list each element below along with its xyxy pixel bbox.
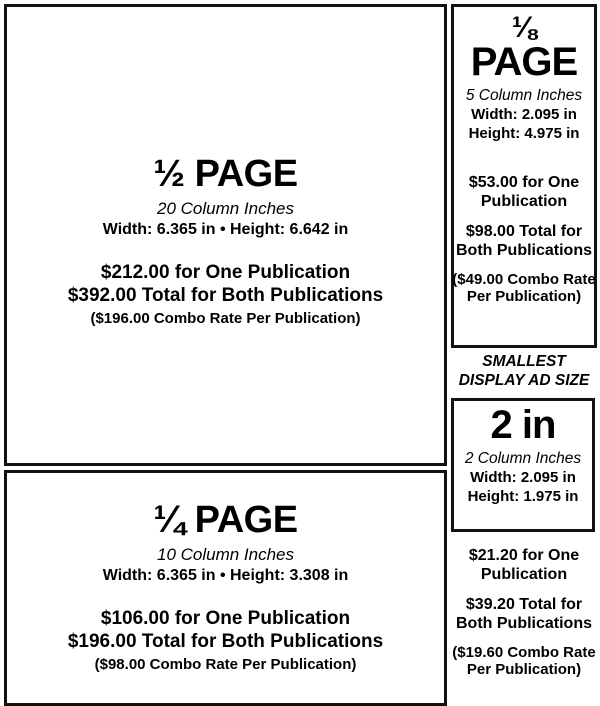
half-page-fraction: ½	[153, 153, 185, 195]
half-page-heading	[7, 155, 444, 193]
two-inch-heading: 2 in	[490, 403, 556, 447]
half-page-price-both-publications: $392.00 Total for Both Publications	[67, 285, 384, 307]
eighth-page-prices	[451, 163, 597, 306]
two-inch-height: Height: 1.975 in	[467, 488, 579, 506]
two-inch-ad-box	[451, 398, 595, 532]
eighth-page-price-both-publications: $98.00 Total for Both Publications	[456, 222, 592, 259]
half-page-price-one-publication: $212.00 for One Publication	[100, 261, 351, 283]
half-page-heading-suffix: PAGE	[184, 153, 298, 195]
two-inch-price-one-publication: $21.20 for One Publication	[468, 547, 580, 583]
quarter-page-dimensions: Width: 6.365 in • Height: 3.308 in	[102, 566, 349, 584]
two-inch-price-combo-rate: ($19.60 Combo Rate Per Publication)	[452, 643, 596, 679]
quarter-page-heading	[7, 501, 444, 539]
half-page-price-combo-rate: ($196.00 Combo Rate Per Publication)	[90, 310, 361, 328]
eighth-page-height: Height: 4.975 in	[468, 125, 580, 143]
eighth-page-price-combo-rate: ($49.00 Combo Rate Per Publication)	[452, 270, 596, 306]
quarter-page-price-both-publications: $196.00 Total for Both Publications	[67, 631, 384, 653]
eighth-page-price-one-publication: $53.00 for One Publication	[468, 174, 580, 210]
half-page-spacer	[7, 239, 444, 261]
quarter-page-column-inches: 10 Column Inches	[156, 545, 295, 564]
smallest-display-ad-size-note	[451, 352, 597, 391]
eighth-page-width: Width: 2.095 in	[471, 106, 577, 124]
two-inch-width: Width: 2.095 in	[470, 469, 576, 487]
quarter-page-spacer	[7, 585, 444, 607]
two-inch-price-both-publications: $39.20 Total for Both Publications	[456, 595, 592, 632]
half-page-dimensions: Width: 6.365 in • Height: 6.642 in	[102, 220, 349, 238]
quarter-page-content	[7, 501, 444, 675]
eighth-page-heading: PAGE	[470, 40, 578, 84]
eighth-page-column-inches: 5 Column Inches	[465, 86, 583, 104]
quarter-page-fraction: ¼	[153, 499, 185, 541]
smallest-note-line-2: DISPLAY AD SIZE	[458, 372, 590, 390]
quarter-page-price-combo-rate: ($98.00 Combo Rate Per Publication)	[94, 656, 357, 674]
half-page-column-inches: 20 Column Inches	[156, 199, 295, 218]
half-page-ad-box	[4, 4, 447, 466]
quarter-page-price-one-publication: $106.00 for One Publication	[100, 607, 351, 629]
smallest-note-line-1: SMALLEST	[482, 353, 566, 370]
quarter-page-heading-suffix: PAGE	[184, 499, 298, 541]
two-inch-prices	[451, 536, 597, 679]
two-inch-column-inches: 2 Column Inches	[464, 449, 582, 467]
quarter-page-ad-box	[4, 470, 447, 706]
eighth-page-fraction: ⅛	[511, 11, 537, 44]
half-page-content	[7, 155, 444, 329]
